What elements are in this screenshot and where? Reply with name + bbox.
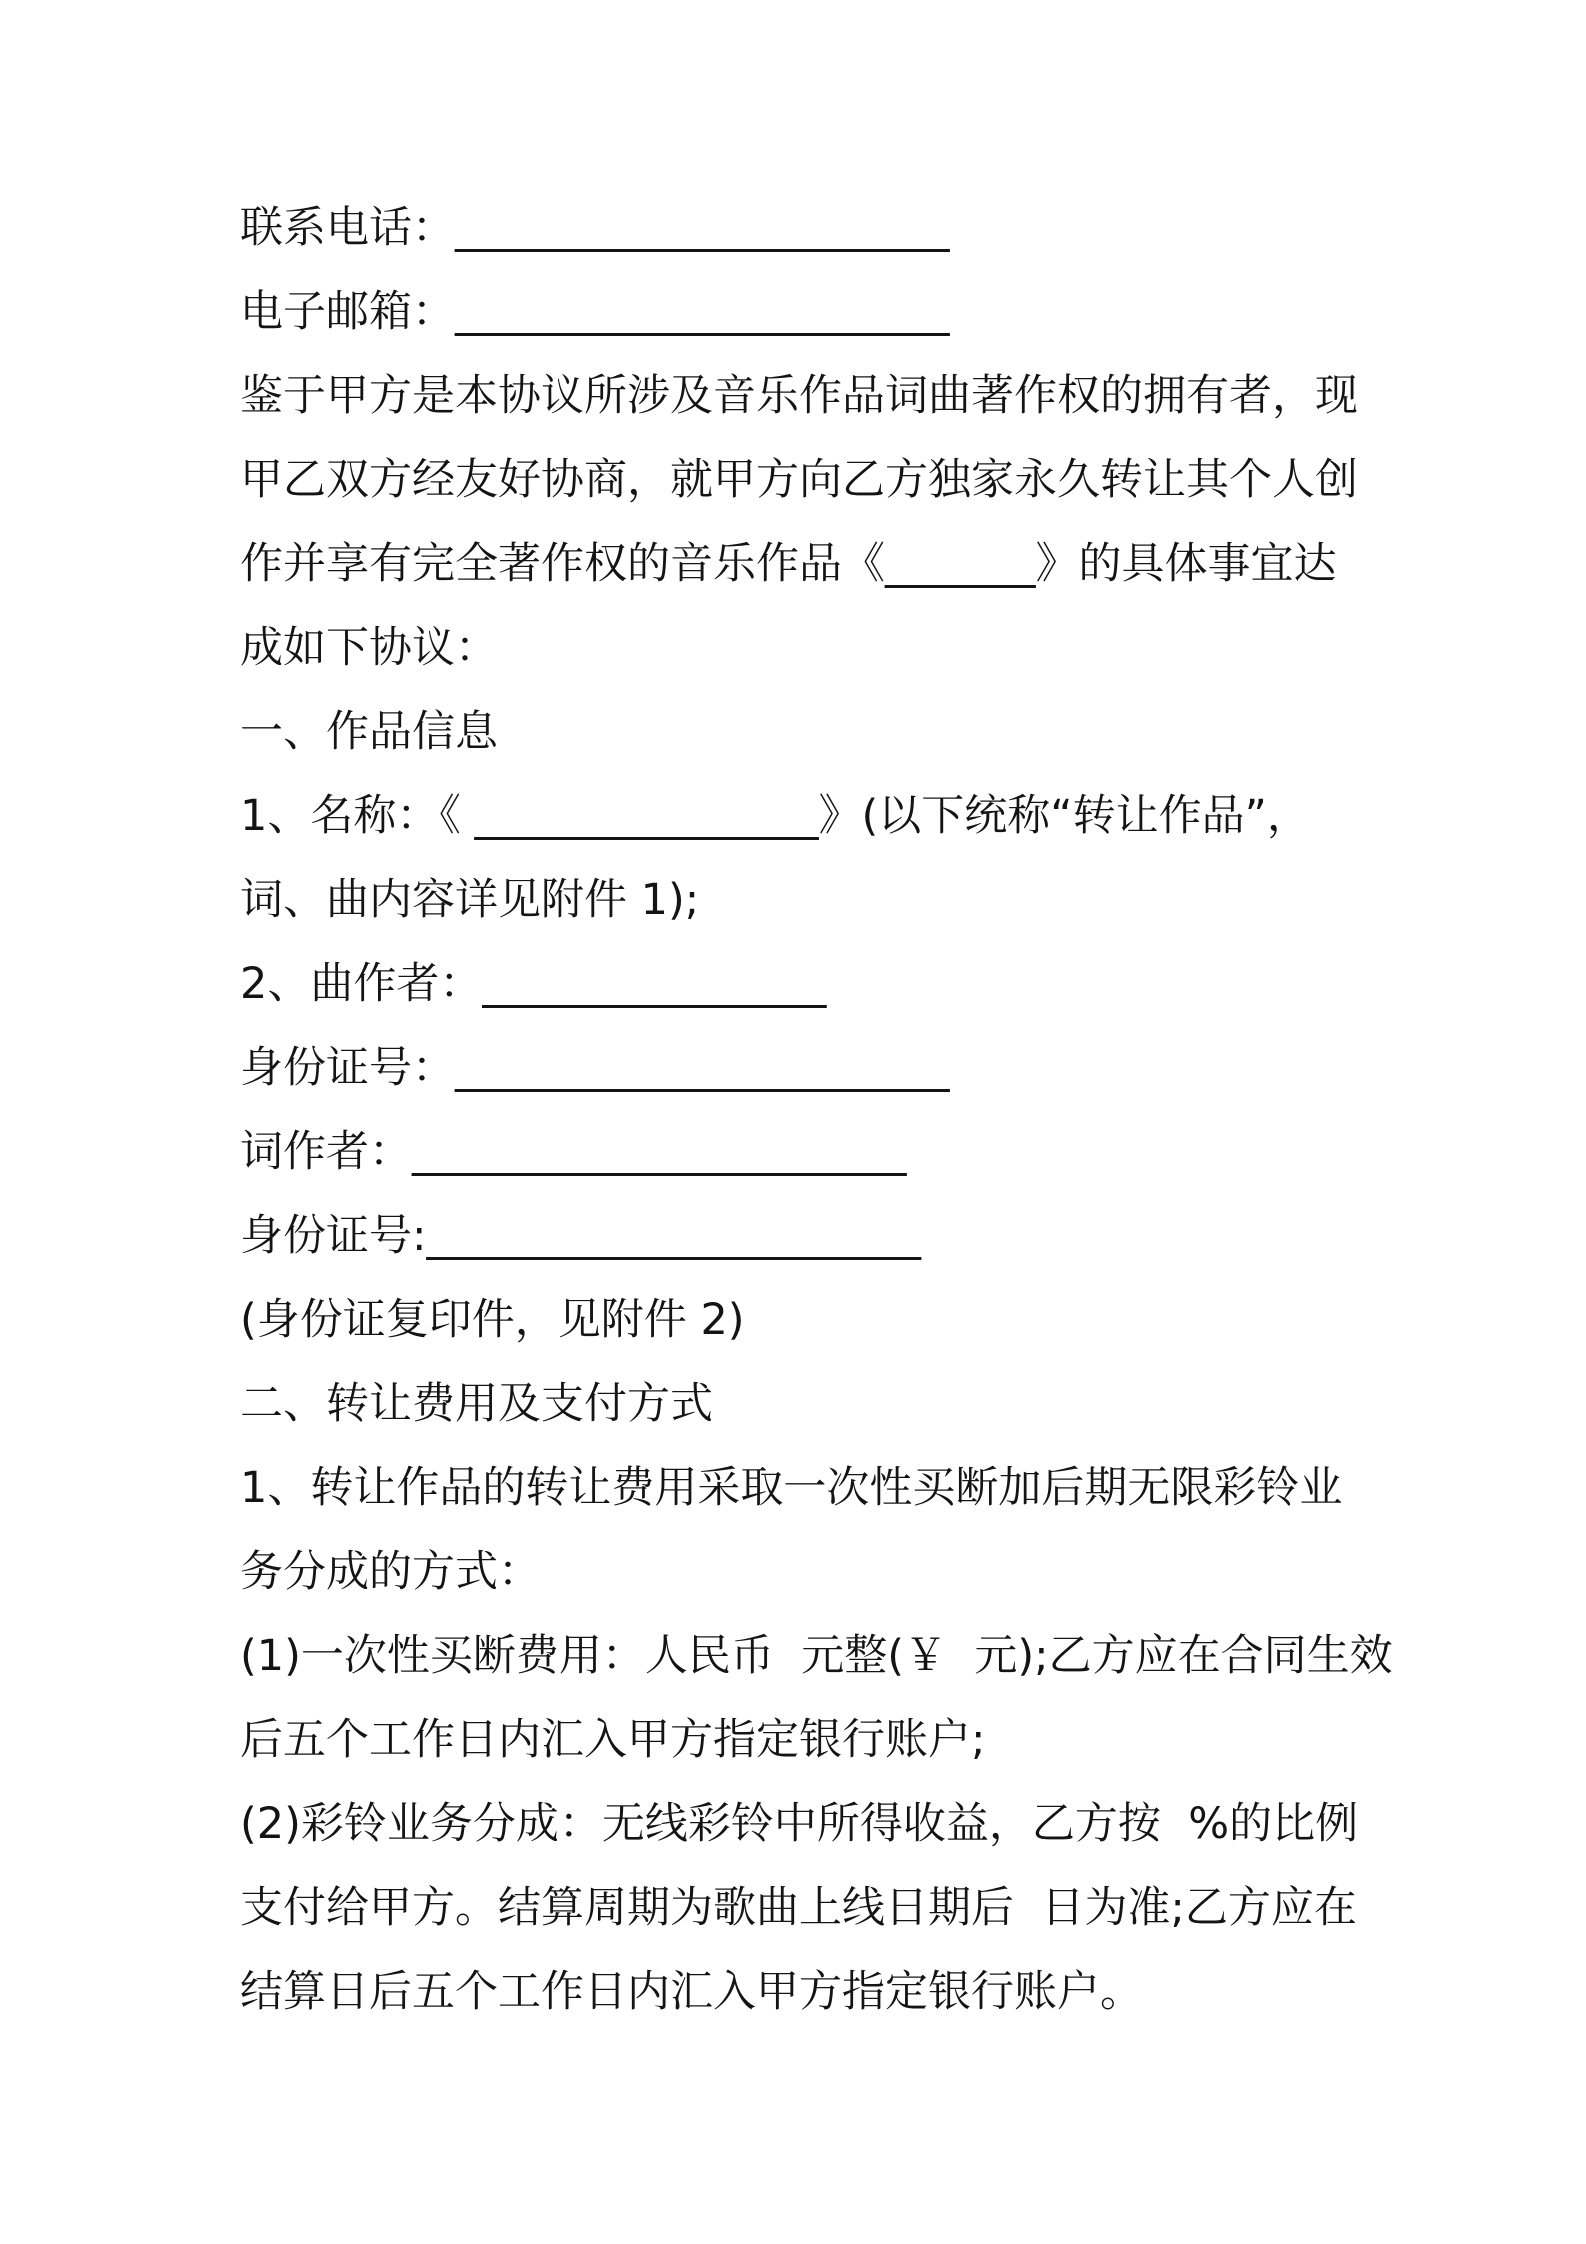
composer-line: 2、曲作者：________________ bbox=[240, 959, 827, 1009]
lyricist-id-line: 身份证号:_______________________ bbox=[240, 1211, 921, 1261]
preamble-line-2: 甲乙双方经友好协商，就甲方向乙方独家永久转让其个人创 bbox=[240, 455, 1358, 505]
fee-clause-line-1: 1、转让作品的转让费用采取一次性买断加后期无限彩铃业 bbox=[240, 1463, 1343, 1513]
buyout-fee-line-2: 后五个工作日内汇入甲方指定银行账户; bbox=[240, 1715, 986, 1765]
id-copy-note-line: (身份证复印件，见附件 2) bbox=[240, 1295, 745, 1345]
contact-phone-line: 联系电话：_______________________ bbox=[240, 203, 950, 253]
ringtone-share-line-3: 结算日后五个工作日内汇入甲方指定银行账户。 bbox=[240, 1967, 1143, 2017]
preamble-line-3: 作并享有完全著作权的音乐作品《_______》的具体事宜达 bbox=[240, 539, 1337, 589]
work-name-line: 1、名称：《 ________________》(以下统称“转让作品”， bbox=[240, 791, 1310, 841]
work-name-line-2: 词、曲内容详见附件 1); bbox=[240, 875, 700, 925]
section-heading-work-info: 一、作品信息 bbox=[240, 707, 498, 757]
email-line: 电子邮箱：_______________________ bbox=[240, 287, 950, 337]
section-heading-fees: 二、转让费用及支付方式 bbox=[240, 1379, 713, 1429]
ringtone-share-line-1: (2)彩铃业务分成：无线彩铃中所得收益，乙方按 %的比例 bbox=[240, 1799, 1359, 1849]
ringtone-share-line-2: 支付给甲方。结算周期为歌曲上线日期后 日为准;乙方应在 bbox=[240, 1883, 1357, 1933]
lyricist-line: 词作者：_______________________ bbox=[240, 1127, 907, 1177]
preamble-line-1: 鉴于甲方是本协议所涉及音乐作品词曲著作权的拥有者，现 bbox=[240, 371, 1358, 421]
buyout-fee-line-1: (1)一次性买断费用：人民币 元整(￥ 元);乙方应在合同生效 bbox=[240, 1631, 1393, 1681]
fee-clause-line-2: 务分成的方式： bbox=[240, 1547, 541, 1597]
preamble-line-4: 成如下协议： bbox=[240, 623, 498, 673]
composer-id-line: 身份证号：_______________________ bbox=[240, 1043, 950, 1093]
